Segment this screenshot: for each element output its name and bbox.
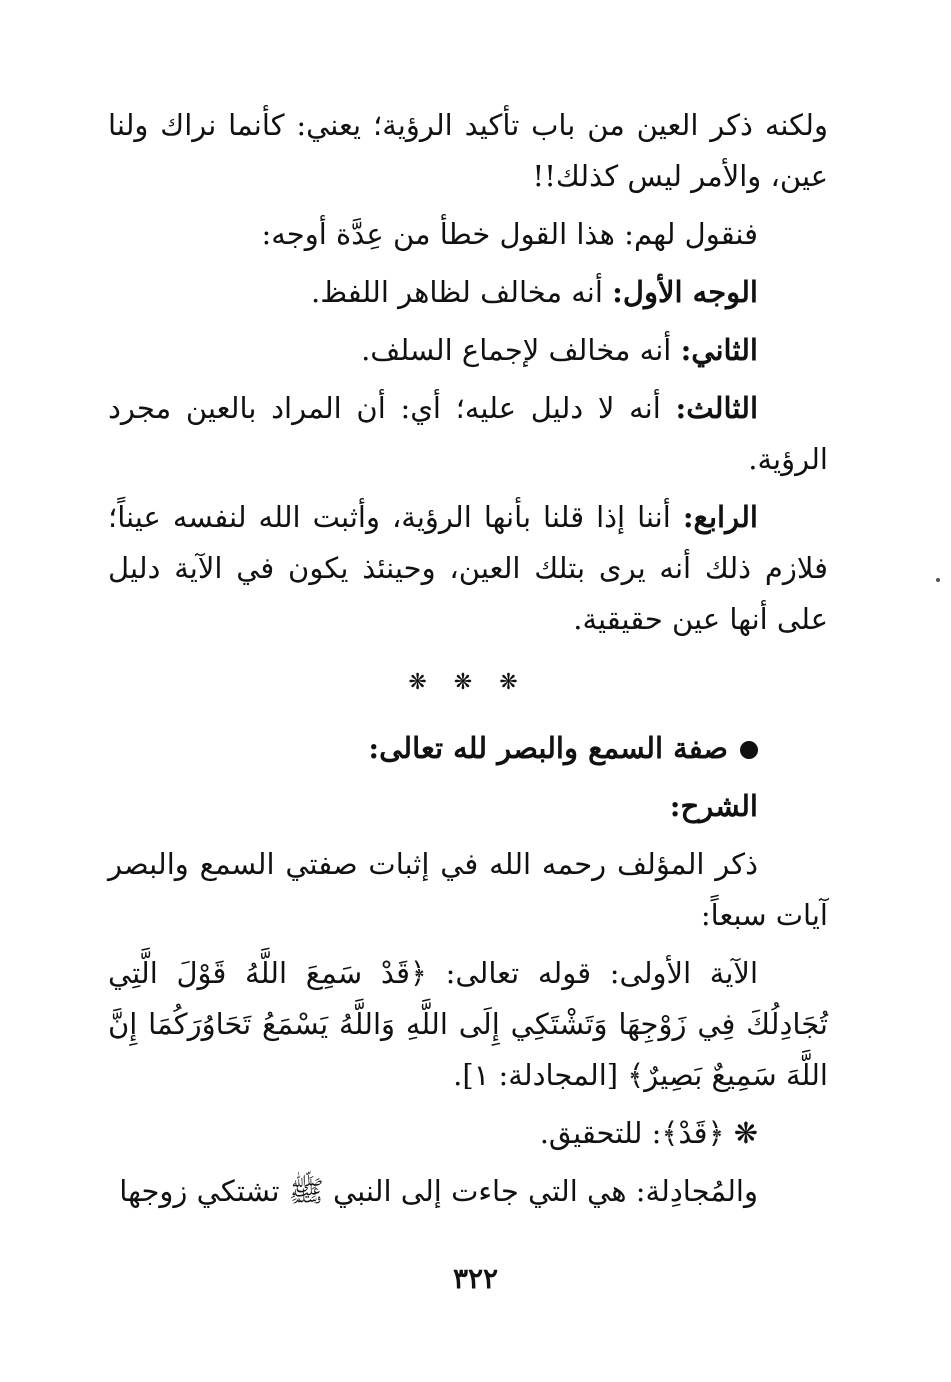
section-separator: ❋ ❋ ❋ — [408, 670, 528, 695]
point-fourth-text: أننا إذا قلنا بأنها الرؤية، وأثبت الله لنفسه عيناً؛ فلازم ذلك أنه يرى بتلك العين، وحينئذ يكون في الآية دليل على أنها عين حقيقية. — [108, 500, 828, 636]
point-first — [108, 267, 828, 318]
section-heading — [108, 723, 828, 774]
sharh-paragraph-2: الآية الأولى: قوله تعالى: ﴿قَدْ سَمِعَ اللَّهُ قَوْلَ الَّتِي تُجَادِلُكَ فِي زَوْجِهَا وَتَشْتَكِي إِلَى اللَّهِ وَاللَّهُ يَسْمَعُ تَحَاوُرَكُمَا إِنَّ اللَّهَ سَمِيعٌ بَصِيرٌ﴾ [المجادلة: ١]. — [108, 956, 828, 1092]
point-fourth-label: الرابع: — [682, 500, 758, 534]
sharh-paragraph-1: ذكر المؤلف رحمه الله في إثبات صفتي السمع والبصر آيات سبعاً: — [108, 847, 828, 932]
page-body — [108, 100, 828, 1224]
paragraph-1: ولكنه ذكر العين من باب تأكيد الرؤية؛ يعني: كأنما نراك ولنا عين، والأمر ليس كذلك!! — [108, 108, 828, 193]
point-third — [108, 383, 828, 485]
point-third-label: الثالث: — [675, 391, 758, 425]
paragraph-2: فنقول لهم: هذا القول خطأ من عِدَّة أوجه: — [261, 217, 758, 251]
point-third-text: أنه لا دليل عليه؛ أي: أن المراد بالعين مجرد الرؤية. — [108, 391, 828, 476]
sharh-paragraph-3: ❋ ﴿قَدْ﴾: للتحقيق. — [539, 1116, 758, 1150]
sharh-paragraph-4: والمُجادِلة: هي التي جاءت إلى النبي ﷺ تشتكي زوجها — [119, 1174, 758, 1208]
point-first-label: الوجه الأول: — [612, 275, 758, 309]
page-number: ٣٢٢ — [452, 1262, 499, 1295]
sharh-label: الشرح: — [669, 789, 758, 823]
section-heading-text: صفة السمع والبصر لله تعالى: — [368, 731, 728, 765]
bullet-icon — [740, 741, 758, 759]
margin-dot — [936, 578, 940, 582]
point-second-text: أنه مخالف لإجماع السلف. — [361, 333, 681, 367]
point-second — [108, 325, 828, 376]
point-second-label: الثاني: — [680, 333, 758, 367]
point-first-text: أنه مخالف لظاهر اللفظ. — [311, 275, 613, 309]
point-fourth — [108, 492, 828, 645]
